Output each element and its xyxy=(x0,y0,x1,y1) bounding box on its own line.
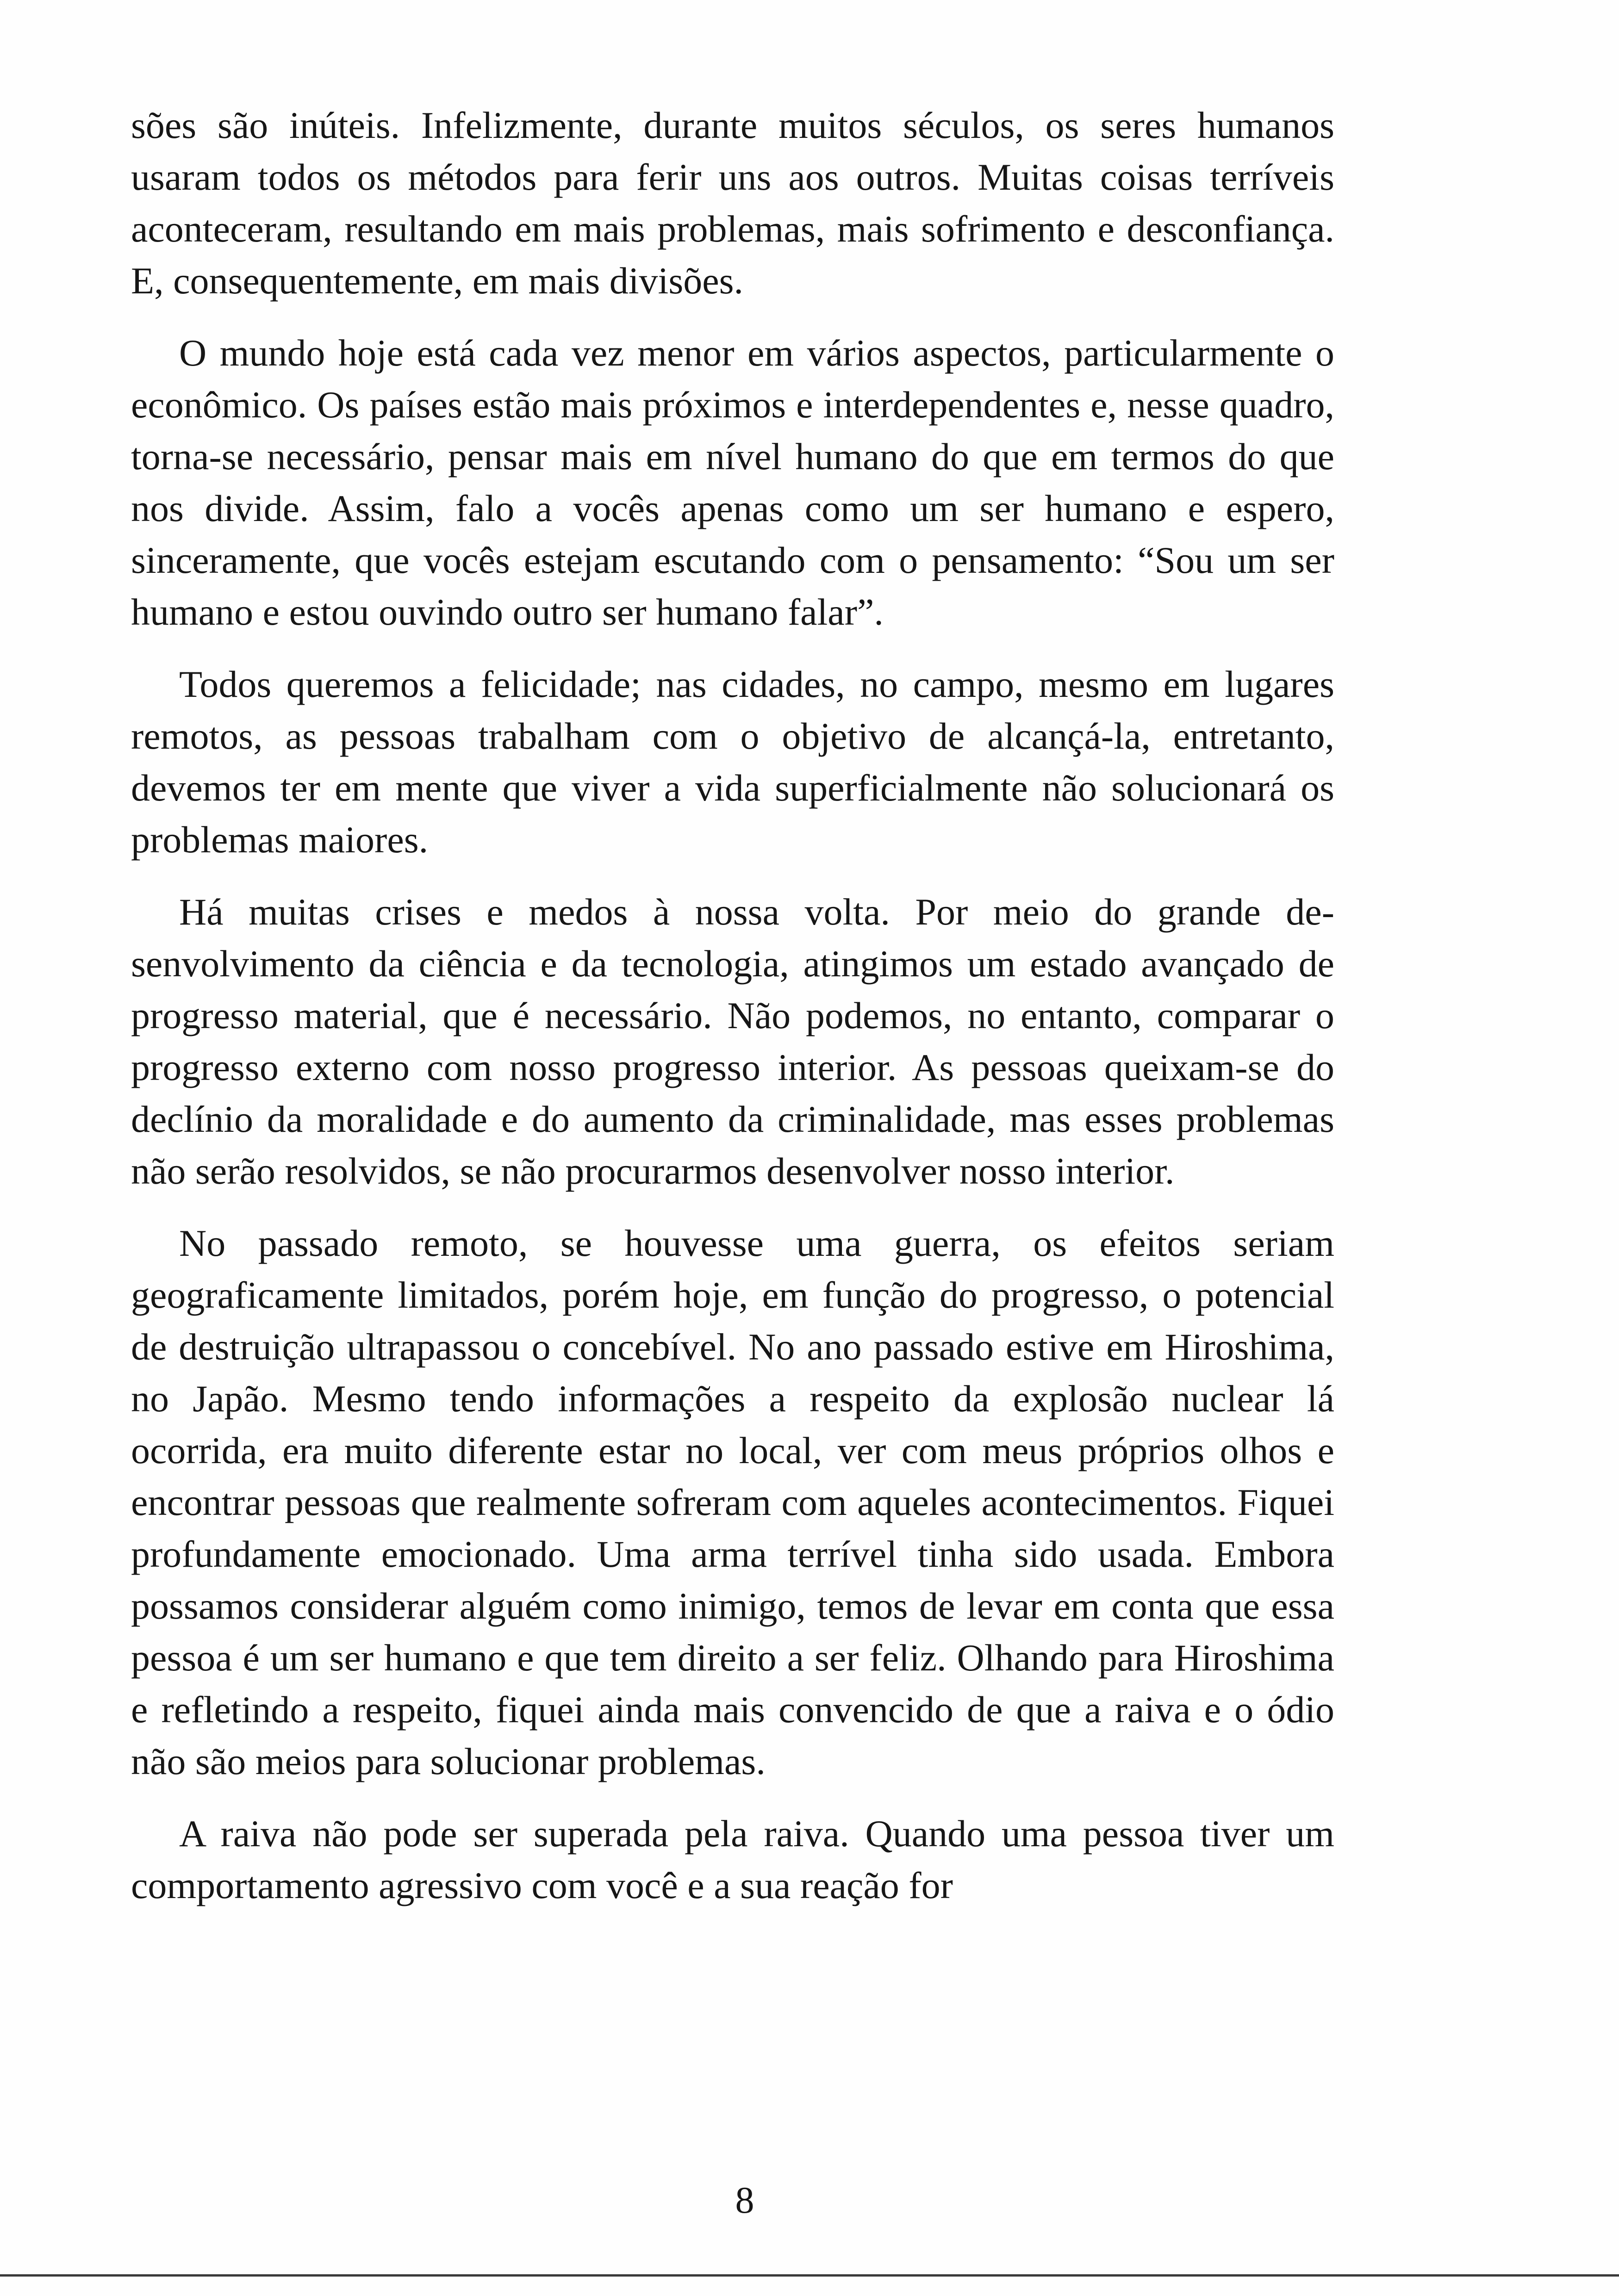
paragraph-4: Há muitas crises e medos à nossa volta. Por meio do grande desenvolvimento da ciência e da tecnologia, atingimos um estado avançado de progresso material, que é necessário. Não podemos, no entanto, comparar o progresso externo com nosso progresso interior. As pessoas queixam-se do declínio da moralidade e do aumento da criminalidade, mas esses problemas não serão resolvidos, se não procurarmos desenvolver nosso interior. xyxy=(131,891,1334,1192)
paragraph-2: O mundo hoje está cada vez menor em vários aspectos, particularmente o econômico. Os países estão mais próximos e interdependentes e, nesse quadro, torna-se necessário, pensar mais em nível humano do que em termos do que nos divide. Assim, falo a vocês apenas como um ser humano e espero, sinceramente, que vocês estejam escutando com o pensamento: “Sou um ser humano e estou ouvindo outro ser humano falar”. xyxy=(131,332,1334,633)
paragraph-6: A raiva não pode ser superada pela raiva. Quando uma pessoa tiver um comportamento agressivo com você e a sua reação for xyxy=(131,1812,1334,1906)
paragraph-5: No passado remoto, se houvesse uma guerra, os efeitos seriam geograficamente limitados, porém hoje, em função do progresso, o potencial de destruição ultrapassou o concebível. No ano passado estive em Hiroshima, no Japão. Mesmo tendo informações a respeito da explosão nuclear lá ocorrida, era muito diferente estar no local, ver com meus próprios olhos e encontrar pessoas que realmente sofreram com aqueles acontecimentos. Fiquei profundamente emocionado. Uma arma terrível tinha sido usada. Embora possamos considerar alguém como inimigo, temos de levar em conta que essa pessoa é um ser humano e que tem direito a ser feliz. Olhando para Hiroshima e refletindo a respeito, fiquei ainda mais convencido de que a raiva e o ódio não são meios para solucionar problemas. xyxy=(131,1222,1334,1782)
scan-edge-line xyxy=(0,2274,1619,2277)
paragraph-3: Todos queremos a felicidade; nas cidades, no campo, mesmo em lugares remotos, as pessoas trabalham com o objetivo de alcançá-la, entretanto, devemos ter em mente que viver a vida superficialmente não solucionará os problemas maiores. xyxy=(131,663,1334,861)
paragraph-1: sões são inúteis. Infelizmente, durante muitos séculos, os seres humanos usaram todos os métodos para ferir uns aos outros. Muitas coisas terríveis aconteceram, resultando em mais problemas, mais sofrimento e desconfiança. E, consequentemente, em mais divisões. xyxy=(131,104,1334,302)
page-number: 8 xyxy=(735,2179,754,2221)
body-text xyxy=(131,99,1334,1932)
